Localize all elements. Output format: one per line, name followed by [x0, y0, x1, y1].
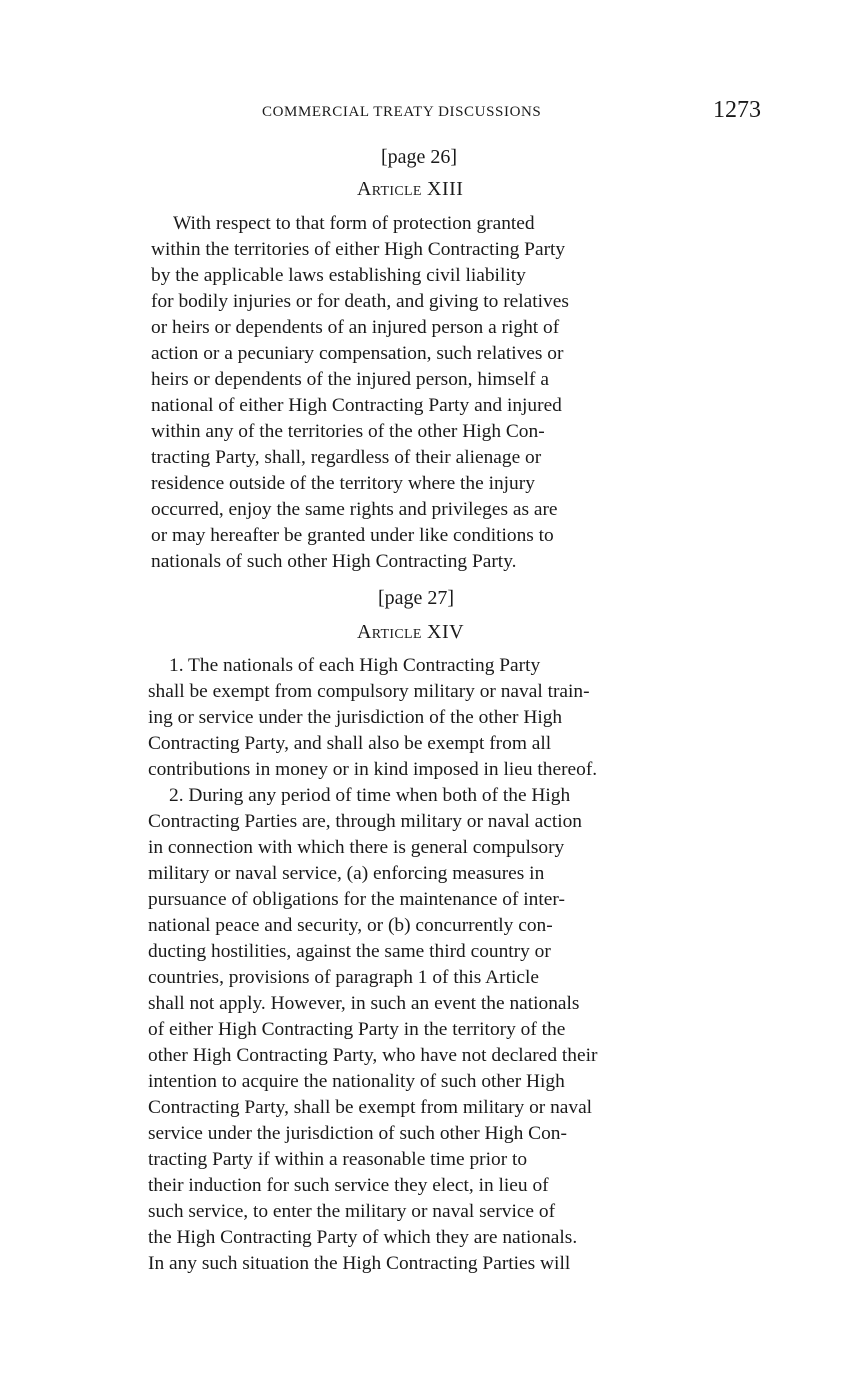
text-line: pursuance of obligations for the maintenance of inter-: [148, 889, 565, 910]
text-line: for bodily injuries or for death, and giving to relatives: [151, 291, 569, 312]
text-line: nationals of such other High Contracting Party.: [151, 551, 517, 572]
text-line: the High Contracting Party of which they are nationals.: [148, 1227, 578, 1248]
article-xiv-body: [148, 653, 597, 1277]
text-line: by the applicable laws establishing civil liability: [151, 265, 526, 286]
text-line: national of either High Contracting Party and injured: [151, 395, 562, 416]
text-line: With respect to that form of protection granted: [173, 213, 535, 234]
text-line: shall be exempt from compulsory military or naval train-: [148, 681, 590, 702]
text-line: in connection with which there is general compulsory: [148, 837, 565, 858]
text-line: service under the jurisdiction of such other High Con-: [148, 1123, 567, 1144]
text-line: countries, provisions of paragraph 1 of this Article: [148, 967, 539, 988]
article-xiii-heading: [357, 176, 463, 202]
text-line: or may hereafter be granted under like conditions to: [151, 525, 554, 546]
text-line: their induction for such service they elect, in lieu of: [148, 1175, 549, 1196]
running-head: COMMERCIAL TREATY DISCUSSIONS: [262, 104, 542, 120]
article-label: Article: [357, 178, 422, 200]
text-line: intention to acquire the nationality of such other High: [148, 1071, 565, 1092]
text-line: Contracting Party, and shall also be exempt from all: [148, 733, 552, 754]
text-line: heirs or dependents of the injured person, himself a: [151, 369, 549, 390]
text-line: tracting Party if within a reasonable time prior to: [148, 1149, 528, 1170]
text-line: national peace and security, or (b) concurrently con-: [148, 915, 553, 936]
article-xiv-heading: [357, 619, 464, 645]
text-line: 1. The nationals of each High Contracting Party: [169, 655, 541, 676]
page-marker-27: [page 27]: [378, 587, 455, 609]
text-line: military or naval service, (a) enforcing measures in: [148, 863, 545, 884]
text-line: other High Contracting Party, who have not declared their: [148, 1045, 598, 1066]
text-line: action or a pecuniary compensation, such relatives or: [151, 343, 564, 364]
article-number: XIII: [427, 178, 464, 200]
text-line: residence outside of the territory where the injury: [151, 473, 535, 494]
page-marker-26: [page 26]: [381, 146, 458, 168]
text-line: within the territories of either High Contracting Party: [151, 239, 566, 260]
text-line: Contracting Parties are, through military or naval action: [148, 811, 583, 832]
article-label: Article: [357, 621, 422, 643]
text-line: ing or service under the jurisdiction of the other High: [148, 707, 563, 728]
text-line: such service, to enter the military or naval service of: [148, 1201, 556, 1222]
article-number: XIV: [427, 621, 465, 643]
text-line: 2. During any period of time when both of the High: [169, 785, 571, 806]
text-line: or heirs or dependents of an injured person a right of: [151, 317, 560, 338]
article-xiii-body: [151, 211, 569, 575]
text-line: Contracting Party, shall be exempt from military or naval: [148, 1097, 593, 1118]
text-line: occurred, enjoy the same rights and privileges as are: [151, 499, 558, 520]
text-line: of either High Contracting Party in the territory of the: [148, 1019, 566, 1040]
text-line: In any such situation the High Contracting Parties will: [148, 1253, 571, 1274]
text-line: ducting hostilities, against the same third country or: [148, 941, 551, 962]
page-number: 1273: [713, 97, 761, 123]
text-line: tracting Party, shall, regardless of their alienage or: [151, 447, 542, 468]
text-line: within any of the territories of the other High Con-: [151, 421, 545, 442]
text-line: shall not apply. However, in such an event the nationals: [148, 993, 580, 1014]
text-line: contributions in money or in kind imposed in lieu thereof.: [148, 759, 598, 780]
